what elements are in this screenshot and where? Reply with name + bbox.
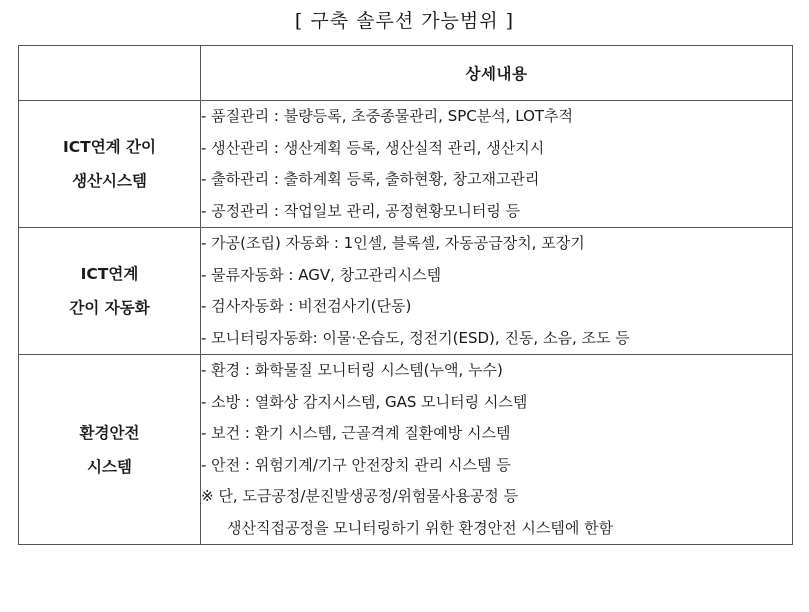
detail-cell (201, 355, 793, 545)
detail-item: - 가공(조립) 자동화 : 1인셀, 블록셀, 자동공급장치, 포장기 (201, 234, 585, 252)
header-detail-cell: 상세내용 (201, 46, 793, 101)
detail-item: - 환경 : 화학물질 모니터링 시스템(누액, 누수) (201, 361, 503, 379)
table-row (19, 228, 793, 355)
detail-item: - 안전 : 위험기계/기구 안전장치 관리 시스템 등 (201, 455, 511, 474)
detail-item: - 물류자동화 : AGV, 창고관리시스템 (201, 265, 442, 284)
category-label: 간이 자동화 (69, 299, 150, 317)
category-cell (19, 355, 201, 545)
header-empty-cell (19, 46, 201, 101)
detail-item: - 보건 : 환기 시스템, 근골격계 질환예방 시스템 (201, 424, 511, 442)
detail-item: - 품질관리 : 불량등록, 초중종물관리, SPC분석, LOT추적 (201, 107, 574, 125)
detail-cell (201, 228, 793, 355)
table-row (19, 355, 793, 545)
solution-scope-table (18, 45, 793, 545)
category-label: 생산시스템 (72, 172, 147, 190)
table-row (19, 101, 793, 228)
category-label: ICT연계 간이 (62, 138, 156, 156)
detail-item: - 출하관리 : 출하계획 등록, 출하현황, 창고재고관리 (201, 170, 540, 188)
note-item: ※ 단, 도금공정/분진발생공정/위험물사용공정 등 (201, 487, 519, 505)
table-header-row (19, 46, 793, 101)
category-cell (19, 101, 201, 228)
category-label: 환경안전 (79, 423, 140, 442)
detail-item: - 모니터링자동화: 이물·온습도, 정전기(ESD), 진동, 소음, 조도 등 (201, 328, 630, 347)
category-label: ICT연계 (80, 265, 139, 283)
detail-cell (201, 101, 793, 228)
detail-item: - 소방 : 열화상 감지시스템, GAS 모니터링 시스템 (201, 392, 528, 411)
detail-item: - 검사자동화 : 비전검사기(단동) (201, 297, 412, 315)
page-title: [ 구축 솔루션 가능범위 ] (294, 10, 515, 32)
detail-item: - 공정관리 : 작업일보 관리, 공정현황모니터링 등 (201, 201, 521, 220)
category-label: 시스템 (87, 457, 132, 476)
category-cell (19, 228, 201, 355)
note-continuation: 생산직접공정을 모니터링하기 위한 환경안전 시스템에 한함 (227, 518, 614, 537)
detail-item: - 생산관리 : 생산계획 등록, 생산실적 관리, 생산지시 (201, 138, 545, 157)
